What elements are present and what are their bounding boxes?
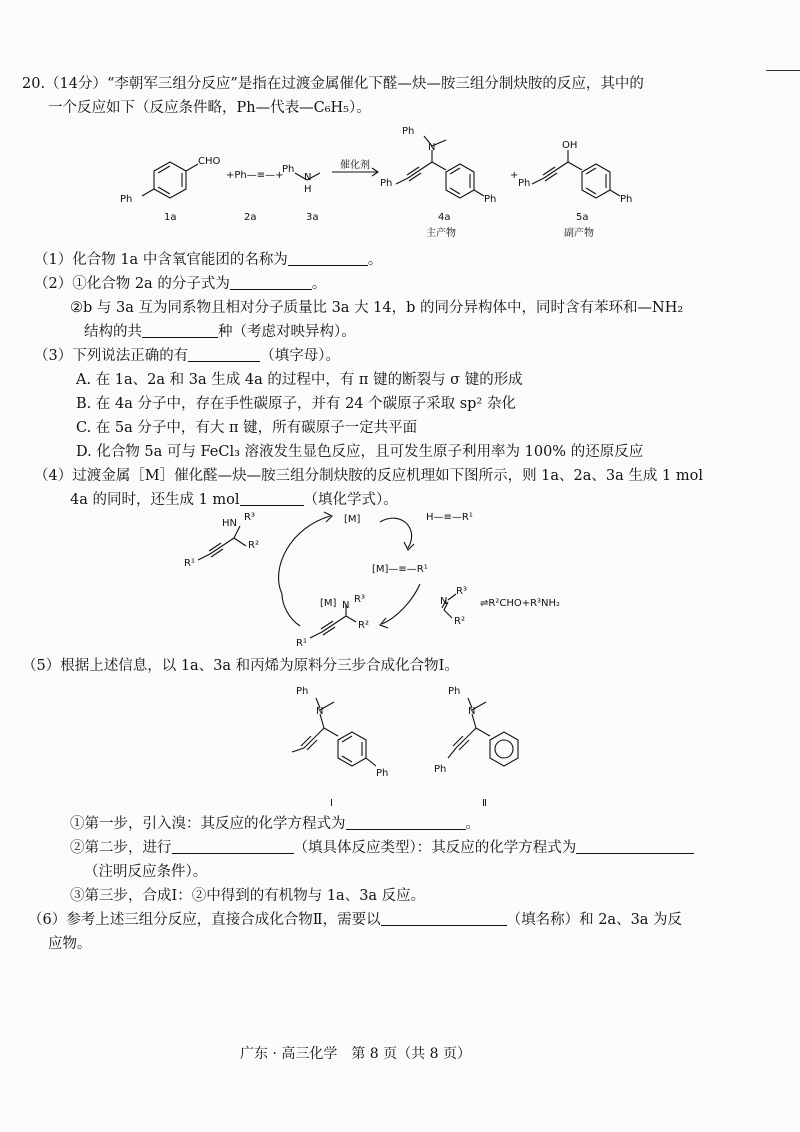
4a-ph-left: Ph <box>380 178 393 189</box>
3a-ph: Ph <box>282 164 295 175</box>
cycle-hn: HN <box>222 518 237 529</box>
q5-step2-conditions: （注明反应条件）。 <box>84 864 208 880</box>
q5-reaction-type-blank[interactable] <box>172 839 294 854</box>
label-1a: 1a <box>164 212 177 223</box>
q3-option-a: A. 在 1a、2a 和 3a 生成 4a 的过程中，有 π 键的断裂与 σ 键的形成 <box>76 372 523 388</box>
reaction-scheme <box>0 120 800 250</box>
imine-equilibrium: ⇌R²CHO+R³NH₂ <box>480 598 561 609</box>
by-product-label: 副产物 <box>564 228 594 239</box>
cycle-h-alkyne: H—≡—R¹ <box>426 512 473 523</box>
imine-r2: R² <box>454 616 465 627</box>
q6-name-blank[interactable] <box>381 911 507 926</box>
cmpdI-ph-right: Ph <box>376 768 389 779</box>
q5-step1: ①第一步，引入溴：其反应的化学方程式为 。 <box>70 816 480 832</box>
q1: （1）化合物 1a 中含氧官能团的名称为 。 <box>34 252 383 268</box>
q2-sub2a: ②b 与 3a 互为同系物且相对分子质量比 3a 大 14，b 的同分异构体中，同时含有苯环和—NH₂ <box>70 300 684 316</box>
cycle-n-lower: N <box>342 600 350 611</box>
q3-stem: （3）下列说法正确的有 （填字母）。 <box>34 348 340 364</box>
imine-n: N <box>440 596 448 607</box>
cmpdII-n: N <box>468 706 476 717</box>
page-footer: 广东 · 高三化学 第 8 页（共 8 页） <box>240 1046 471 1062</box>
1a-ph: Ph <box>120 194 133 205</box>
cycle-r2-top: R² <box>248 540 259 551</box>
label-compound-I: Ⅰ <box>330 798 333 809</box>
cycle-m-n: [M] <box>320 598 337 609</box>
margin-rule <box>766 70 800 71</box>
q4-answer-blank[interactable] <box>240 491 304 506</box>
label-4a: 4a <box>438 212 451 223</box>
cmpdI-n: N <box>316 706 324 717</box>
compounds-I-II <box>0 680 800 810</box>
q3-option-c: C. 在 5a 分子中，有大 π 键，所有碳原子一定共平面 <box>76 420 418 436</box>
q20-line2: 一个反应如下（反应条件略，Ph—代表—C₆H₅）。 <box>48 100 371 116</box>
label-5a: 5a <box>576 212 589 223</box>
q5-step3: ③第三步，合成Ⅰ：②中得到的有机物与 1a、3a 反应。 <box>70 888 426 904</box>
q5-stem: （5）根据上述信息，以 1a、3a 和丙烯为原料分三步合成化合物Ⅰ。 <box>22 658 459 674</box>
4a-n: N <box>428 142 436 153</box>
3a-h: H <box>304 184 312 195</box>
q1-answer-blank[interactable] <box>288 251 368 266</box>
q5-step2: ②第二步，进行 （填具体反应类型）：其反应的化学方程式为 <box>70 838 694 858</box>
imine-r3: R³ <box>456 586 467 597</box>
label-compound-II: Ⅱ <box>482 798 487 809</box>
4a-ph-top: Ph <box>402 126 415 137</box>
plus-sign: + <box>510 170 519 181</box>
cycle-r3-lower: R³ <box>354 594 365 605</box>
label-3a: 3a <box>306 212 319 223</box>
q2-sub2b: 结构的共 种（考虑对映异构）。 <box>84 324 356 340</box>
q3-option-b: B. 在 4a 分子中，存在手性碳原子，并有 24 个碳原子采取 sp² 杂化 <box>76 396 516 412</box>
q2-sub1: （2）①化合物 2a 的分子式为 。 <box>34 276 327 292</box>
q5-step1-blank[interactable] <box>346 815 466 830</box>
q4-line2: 4a 的同时，还生成 1 mol （填化学式）。 <box>70 492 398 508</box>
cycle-m-alkyne: [M]—≡—R¹ <box>372 564 428 575</box>
cycle-m-top: [M] <box>344 514 361 525</box>
5a-oh: OH <box>562 140 578 151</box>
q2-count-blank[interactable] <box>142 323 218 338</box>
5a-ph-right: Ph <box>620 194 633 205</box>
q5-step2-equation-blank[interactable] <box>576 839 694 854</box>
q6-line2: 应物。 <box>48 936 92 952</box>
3a-n: N <box>304 172 312 183</box>
cmpdI-ph-top: Ph <box>296 686 309 697</box>
q4-line1: （4）过渡金属［M］催化醛—炔—胺三组分制炔胺的反应机理如下图所示，则 1a、2a、3a 生成 1 mol <box>34 468 703 484</box>
main-product-label: 主产物 <box>426 228 456 239</box>
label-2a: 2a <box>244 212 257 223</box>
q20-line1: 20.（14分）“李朝军三组分反应”是指在过渡金属催化下醛—炔—胺三组分制炔胺的反应，其中的 <box>22 76 644 92</box>
2a-ph-alkyne: +Ph—≡—+ <box>226 170 284 181</box>
1a-cho: CHO <box>198 156 221 167</box>
q3-answer-blank[interactable] <box>188 347 260 362</box>
catalyst-label: 催化剂 <box>340 160 370 171</box>
cycle-r3-top: R³ <box>244 512 255 523</box>
5a-ph-left: Ph <box>518 178 531 189</box>
cycle-r1-top: R¹ <box>184 558 195 569</box>
cycle-r1-lower: R¹ <box>296 638 307 649</box>
4a-ph-right: Ph <box>484 194 497 205</box>
cycle-r2-lower: R² <box>358 620 369 631</box>
q3-option-d: D. 化合物 5a 可与 FeCl₃ 溶液发生显色反应，且可发生原子利用率为 100% 的还原反应 <box>76 444 644 460</box>
cmpdII-ph-top: Ph <box>448 686 461 697</box>
cmpdII-ph-left: Ph <box>434 764 447 775</box>
q2-formula-blank[interactable] <box>230 275 312 290</box>
mechanism-cycle <box>0 508 800 658</box>
q6-line1: （6）参考上述三组分反应，直接合成化合物Ⅱ，需要以 （填名称）和 2a、3a 为反 <box>28 912 683 928</box>
